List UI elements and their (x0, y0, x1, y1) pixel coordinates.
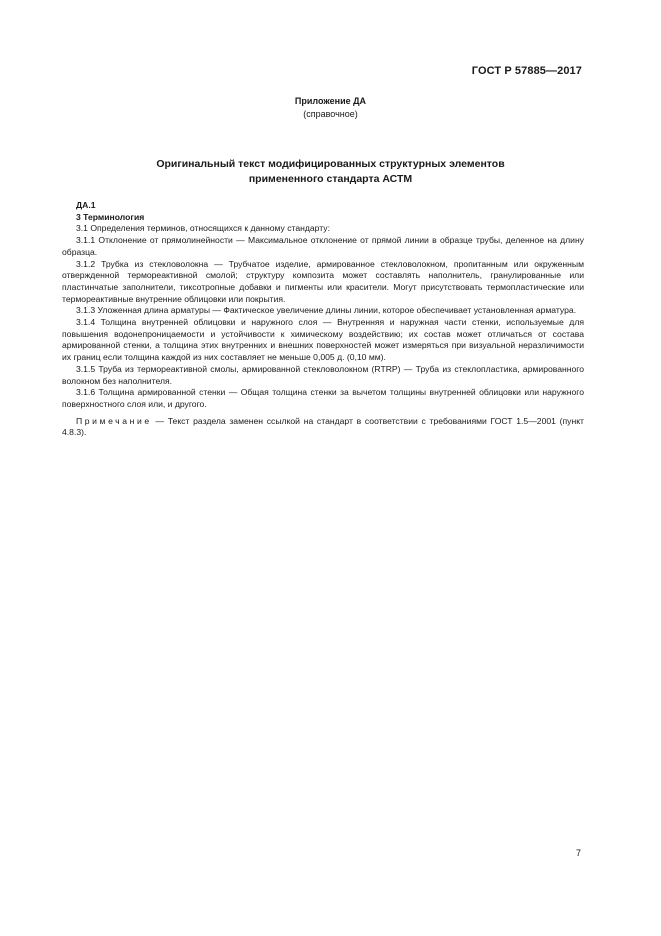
document-title-line-1: Оригинальный текст модифицированных структурных элементов (156, 158, 505, 170)
paragraph-3-1-2: 3.1.2 Трубка из стекловолокна — Трубчатое изделие, армированное стекловолокном, пропитанным или окруженным отвержденной термореактивной смолой; структуру композита может составлять наполнитель, гранулированные или пластинчатые заполнители, тиксотропные добавки и пигменты или красители. Могут присутствовать термопластические или термореактивные внутренние облицовки или покрытия. (62, 258, 584, 304)
appendix-subtitle: (справочное) (303, 109, 358, 119)
paragraph-3-1-4: 3.1.4 Толщина внутренней облицовки и наружного слоя — Внутренняя и наружная части стенки, используемые для повышения водонепроницаемости и устойчивости к химическому воздействию; их состав может отличаться от состава армированной стенки, а толщина этих внутренних и внешних поверхностей может измеряться при визуальной неразличимости их границ если толщина каждой из них составляет не меньше 0,005 д. (0,10 мм). (62, 317, 584, 363)
section-code: ДА.1 (76, 200, 96, 210)
paragraph-3-1-6: 3.1.6 Толщина армированной стенки — Общая толщина стенки за вычетом толщины внутренней облицовки или наружного поверхностного слоя или, и другого. (62, 387, 584, 409)
paragraph-3-1: 3.1 Определения терминов, относящихся к данному стандарту: (76, 223, 330, 234)
paragraph-3-1-5: 3.1.5 Труба из термореактивной смолы, армированной стекловолокном (RTRP) — Труба из стеклопластика, армированного волокном без наполнителя. (62, 363, 584, 386)
note-label: Примечание (76, 415, 152, 426)
paragraph-3-1-1: 3.1.1 Отклонение от прямолинейности — Максимальное отклонение от прямой линии в образце трубы, деленное на длину образца. (62, 235, 584, 257)
appendix-title: Приложение ДА (294, 96, 367, 106)
document-title-line-2: примененного стандарта АСТМ (248, 173, 413, 185)
note-text: — Текст раздела заменен ссылкой на стандарт в соответствии с требованиями ГОСТ 1.5—2001 (пункт 4.8.3). (62, 415, 584, 438)
document-body (62, 200, 584, 439)
document-title (0, 157, 661, 187)
standard-number: ГОСТ Р 57885—2017 (471, 65, 582, 77)
paragraph-3-1-3: 3.1.3 Уложенная длина арматуры — Фактическое увеличение длины линии, которое обеспечивает установленная арматура. (76, 305, 577, 316)
note (62, 416, 584, 439)
section-heading: 3 Терминология (76, 211, 145, 222)
page-number: 7 (575, 848, 581, 858)
